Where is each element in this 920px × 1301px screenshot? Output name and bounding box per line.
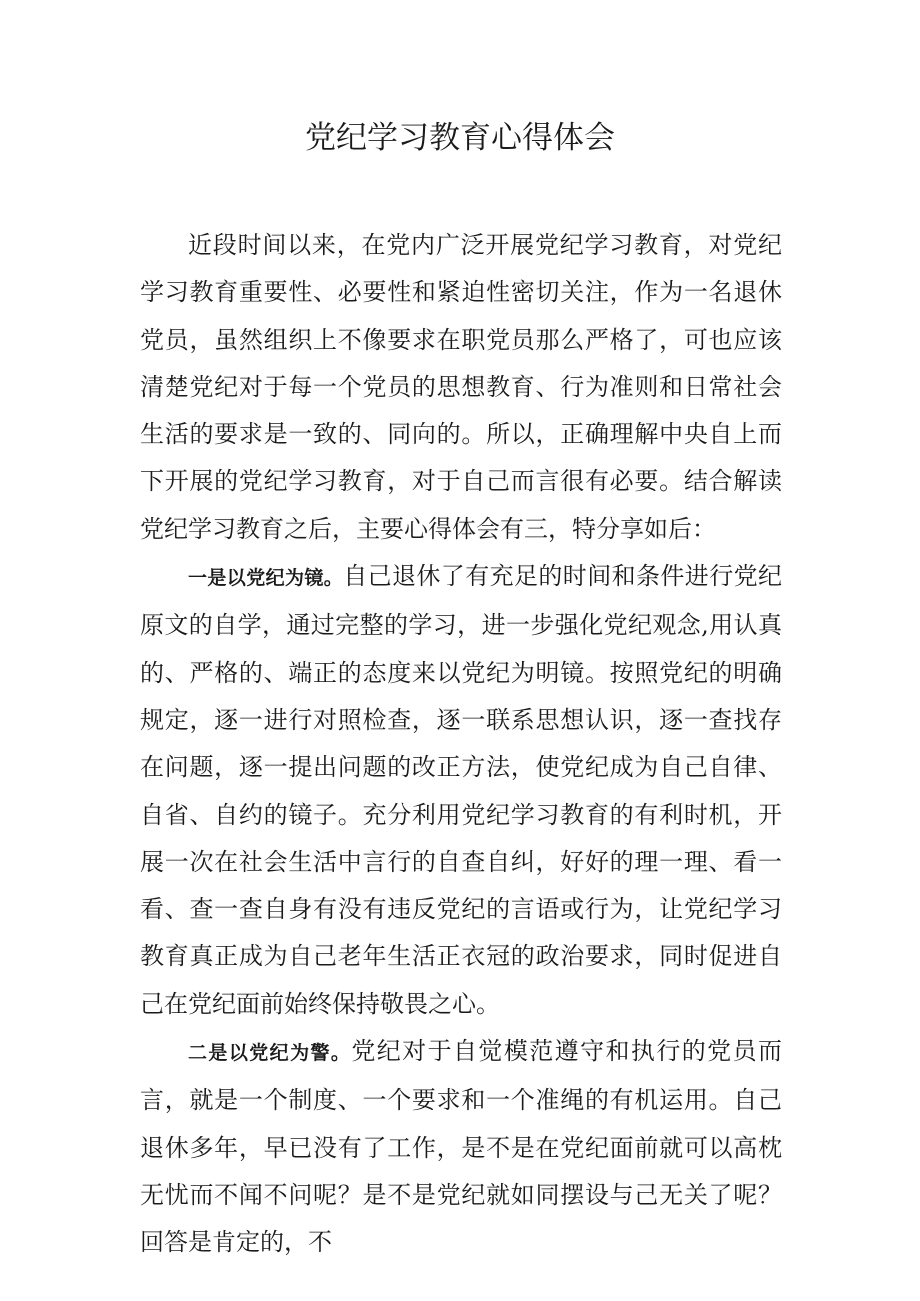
document-body [140,222,782,1267]
paragraph-point-two-heading: 二是以党纪为警。 [188,1042,352,1065]
paragraph-point-one-heading: 一是以党纪为镜。 [188,567,344,590]
paragraph-point-one [140,553,782,1028]
paragraph-point-two-text: 党纪对于自觉模范遵守和执行的党员而言，就是一个制度、一个要求和一个准绳的有机运用。自己退休多年，早已没有了工作，是不是在党纪面前就可以高枕无忧而不闻不问呢？是不是党纪就如同摆设与己无关了呢？回答是肯定的，不 [140,1037,782,1257]
paragraph-intro-text: 近段时间以来，在党内广泛开展党纪学习教育，对党纪学习教育重要性、必要性和紧迫性密切关注，作为一名退休党员，虽然组织上不像要求在职党员那么严格了，可也应该清楚党纪对于每一个党员的思想教育、行为准则和日常社会生活的要求是一致的、同向的。所以，正确理解中央自上而下开展的党纪学习教育，对于自己而言很有必要。结合解读党纪学习教育之后，主要心得体会有三，特分享如后： [140,231,782,543]
paragraph-intro [140,222,782,553]
paragraph-point-one-text: 自己退休了有充足的时间和条件进行党纪原文的自学，通过完整的学习，进一步强化党纪观念,用认真的、严格的、端正的态度来以党纪为明镜。按照党纪的明确规定，逐一进行对照检查，逐一联系思想认识，逐一查找存在问题，逐一提出问题的改正方法，使党纪成为自己自律、自省、自约的镜子。充分利用党纪学习教育的有利时机，开展一次在社会生活中言行的自查自纠，好好的理一理、看一看、查一查自身有没有违反党纪的言语或行为，让党纪学习教育真正成为自己老年生活正衣冠的政治要求，同时促进自己在党纪面前始终保持敬畏之心。 [140,562,782,1018]
document-title: 党纪学习教育心得体会 [305,120,615,156]
paragraph-point-two [140,1028,782,1266]
